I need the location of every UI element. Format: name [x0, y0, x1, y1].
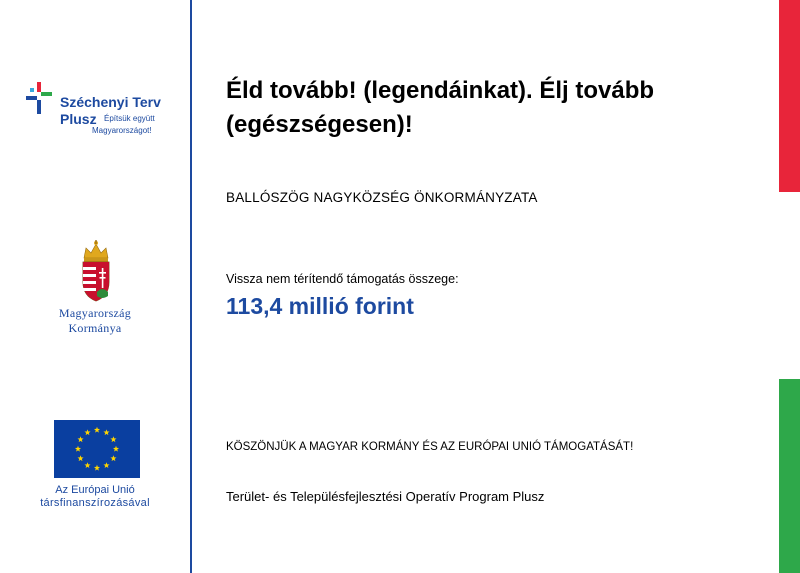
column-divider	[190, 0, 192, 573]
beneficiary-name: BALLÓSZÖG NAGYKÖZSÉG ÖNKORMÁNYZATA	[226, 190, 538, 205]
grant-amount-value: 113,4 millió forint	[226, 293, 414, 319]
flag-green-bar	[779, 379, 800, 573]
government-label-line1: Magyarország	[58, 306, 132, 320]
grant-amount-label: Vissza nem térítendő támogatás összege:	[226, 272, 459, 286]
szechenyi-title: Széchenyi Terv	[60, 94, 161, 110]
program-name: Terület- és Településfejlesztési Operatív Program Plusz	[226, 489, 545, 504]
eu-cofinancing-line1: Az Európai Unió	[55, 484, 135, 496]
hungarian-coat-of-arms-icon	[80, 240, 112, 302]
thanks-statement: KÖSZÖNJÜK A MAGYAR KORMÁNY ÉS AZ EURÓPAI UNIÓ TÁMOGATÁSÁT!	[226, 441, 634, 453]
szechenyi-slogan-1: Építsük együtt	[104, 114, 155, 123]
szechenyi-cross-icon	[26, 82, 52, 114]
page-title: Éld tovább! (legendáinkat). Élj tovább (egészségesen)!	[226, 77, 655, 138]
eu-cofinancing-line2: társfinanszírozásával	[40, 497, 150, 509]
logo-column	[0, 0, 190, 573]
government-label-line2: Kormánya	[68, 321, 122, 335]
eu-flag-icon	[54, 420, 140, 478]
flag-red-bar	[779, 0, 800, 192]
szechenyi-title-plusz: Plusz	[60, 111, 97, 127]
szechenyi-slogan-2: Magyarországot!	[92, 126, 152, 135]
szechenyi-terv-logo	[26, 82, 186, 142]
